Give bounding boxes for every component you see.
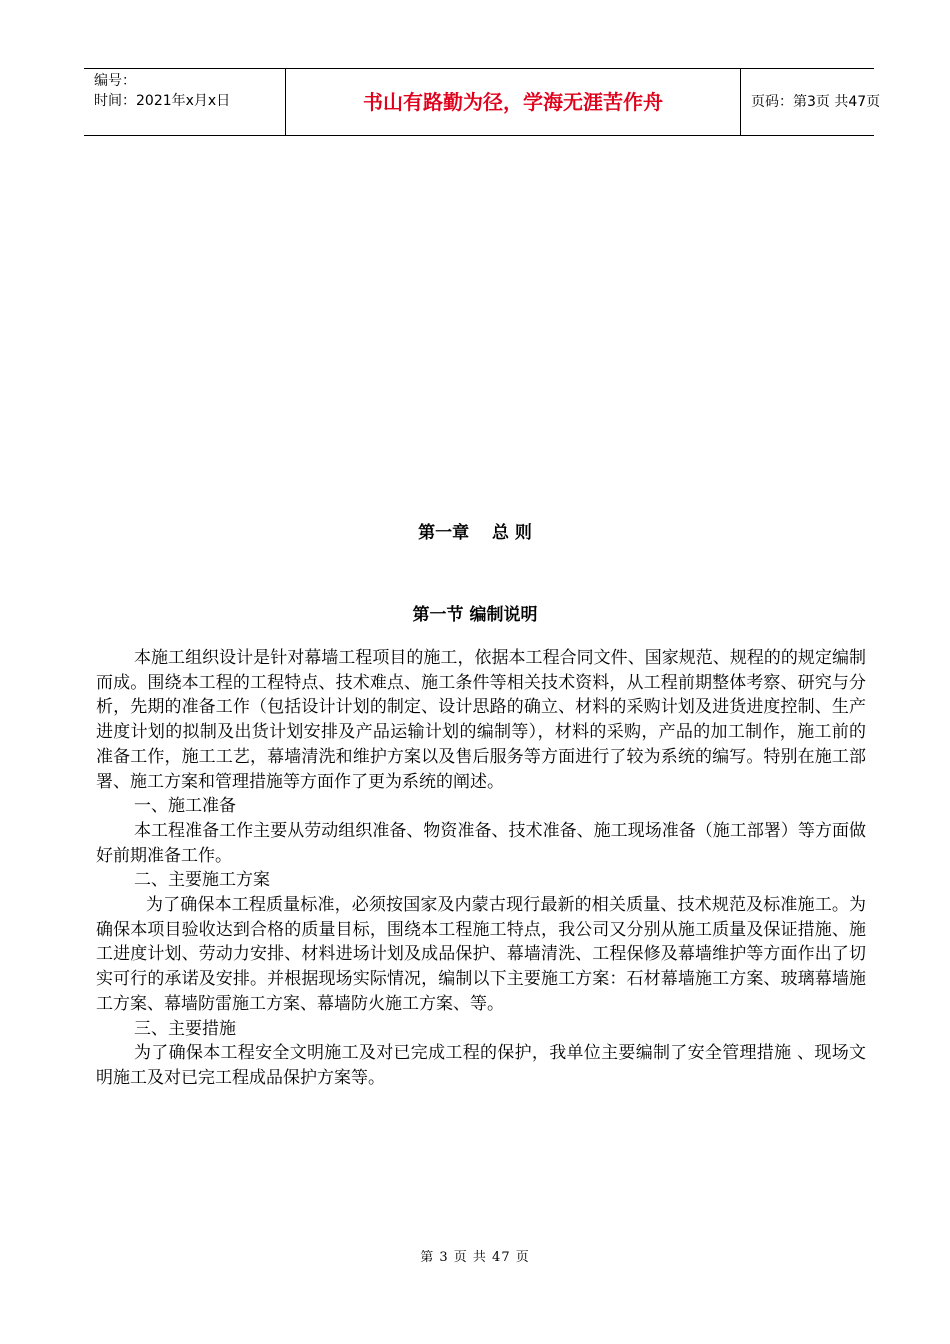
paragraph: 本施工组织设计是针对幕墙工程项目的施工，依据本工程合同文件、国家规范、规程的的规定编制而成。围绕本工程的工程特点、技术难点、施工条件等相关技术资料，从工程前期整体考察、研究与分析，先期的准备工作（包括设计计划的制定、设计思路的确立、材料的采购计划及进货进度控制、生产进度计划的拟制及出货计划安排及产品运输计划的编制等），材料的采购，产品的加工制作，施工前的准备工作，施工工艺，幕墙清洗和维护方案以及售后服务等方面进行了较为系统的编写。特别在施工部署、施工方案和管理措施等方面作了更为系统的阐述。	[96, 648, 866, 792]
section-title: 第一节 编制说明	[412, 605, 538, 625]
paragraph: 为了确保本工程质量标准，必须按国家及内蒙古现行最新的相关质量、技术规范及标准施工。为确保本项目验收达到合格的质量目标，围绕本工程施工特点，我公司又分别从施工质量及保证措施、施工进度计划、劳动力安排、材料进场计划及成品保护、幕墙清洗、工程保修及幕墙维护等方面作出了切实可行的承诺及安排。并根据现场实际情况，编制以下主要施工方案：石材幕墙施工方案、玻璃幕墙施工方案、幕墙防雷施工方案、幕墙防火施工方案、等。	[96, 895, 866, 1014]
subheading-preparation: 一、施工准备	[134, 796, 236, 817]
page-header	[84, 68, 881, 136]
chapter-title: 第一章 总 则	[418, 523, 532, 543]
header-info-cell	[84, 69, 285, 135]
header-page-label: 页码：第3页 共47页	[751, 94, 881, 110]
header-motto: 书山有路勤为径，学海无涯苦作舟	[285, 69, 741, 135]
paragraph: 为了确保本工程安全文明施工及对已完成工程的保护，我单位主要编制了安全管理措施 、现场文明施工及对已完工程成品保护方案等。	[96, 1043, 866, 1088]
time-label: 时间：2021年x月x日	[94, 93, 231, 109]
number-label: 编号：	[94, 73, 136, 89]
subheading-construction-plan: 二、主要施工方案	[134, 870, 270, 891]
paragraph: 本工程准备工作主要从劳动组织准备、物资准备、技术准备、施工现场准备（施工部署）等方面做好前期准备工作。	[96, 820, 866, 866]
body-text	[96, 646, 866, 1091]
page-footer: 第 3 页 共 47 页	[420, 1250, 530, 1265]
subheading-measures: 三、主要措施	[134, 1018, 236, 1039]
